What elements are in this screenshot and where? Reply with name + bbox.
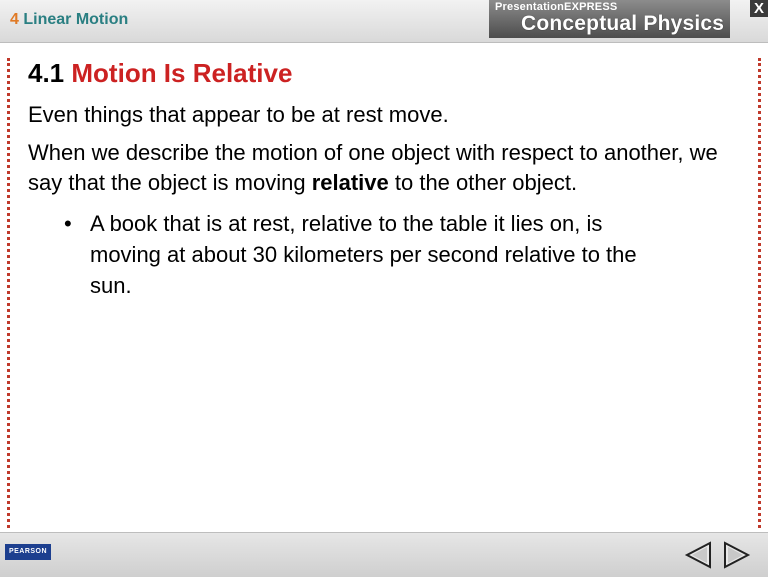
slide-content bbox=[28, 56, 738, 301]
brand-subtitle: PresentationEXPRESS bbox=[495, 1, 618, 13]
pearson-logo: PEARSON bbox=[5, 544, 51, 560]
relative-keyword: relative bbox=[311, 170, 389, 195]
section-title: Motion Is Relative bbox=[71, 58, 293, 88]
brand-logo bbox=[489, 0, 730, 38]
close-button[interactable]: X bbox=[750, 0, 768, 17]
paragraph-2 bbox=[28, 138, 738, 198]
right-arrow-icon[interactable] bbox=[722, 540, 752, 570]
paragraph-2-end: to the other object. bbox=[388, 170, 578, 195]
footer-bar bbox=[0, 532, 768, 577]
bullet-item bbox=[28, 208, 650, 301]
slide-title bbox=[28, 56, 738, 90]
right-dotted-border bbox=[758, 58, 761, 528]
paragraph-1: Even things that appear to be at rest move. bbox=[28, 102, 449, 127]
chapter-number: 4 bbox=[10, 11, 19, 28]
bullet-text: A book that is at rest, relative to the table it lies on, is moving at about 30 kilometers per second relative to the sun. bbox=[90, 211, 637, 298]
chapter-title: Linear Motion bbox=[23, 11, 129, 28]
left-arrow-icon[interactable] bbox=[683, 540, 713, 570]
header-bar bbox=[0, 0, 768, 43]
left-dotted-border bbox=[7, 58, 10, 528]
brand-title: Conceptual Physics bbox=[521, 12, 725, 35]
bullet-dot: • bbox=[64, 211, 72, 236]
chapter-label bbox=[10, 11, 128, 29]
section-number: 4.1 bbox=[28, 58, 65, 88]
paragraph-2-start: When we describe the motion of one object with respect to another, we say that the object is moving bbox=[28, 140, 718, 195]
